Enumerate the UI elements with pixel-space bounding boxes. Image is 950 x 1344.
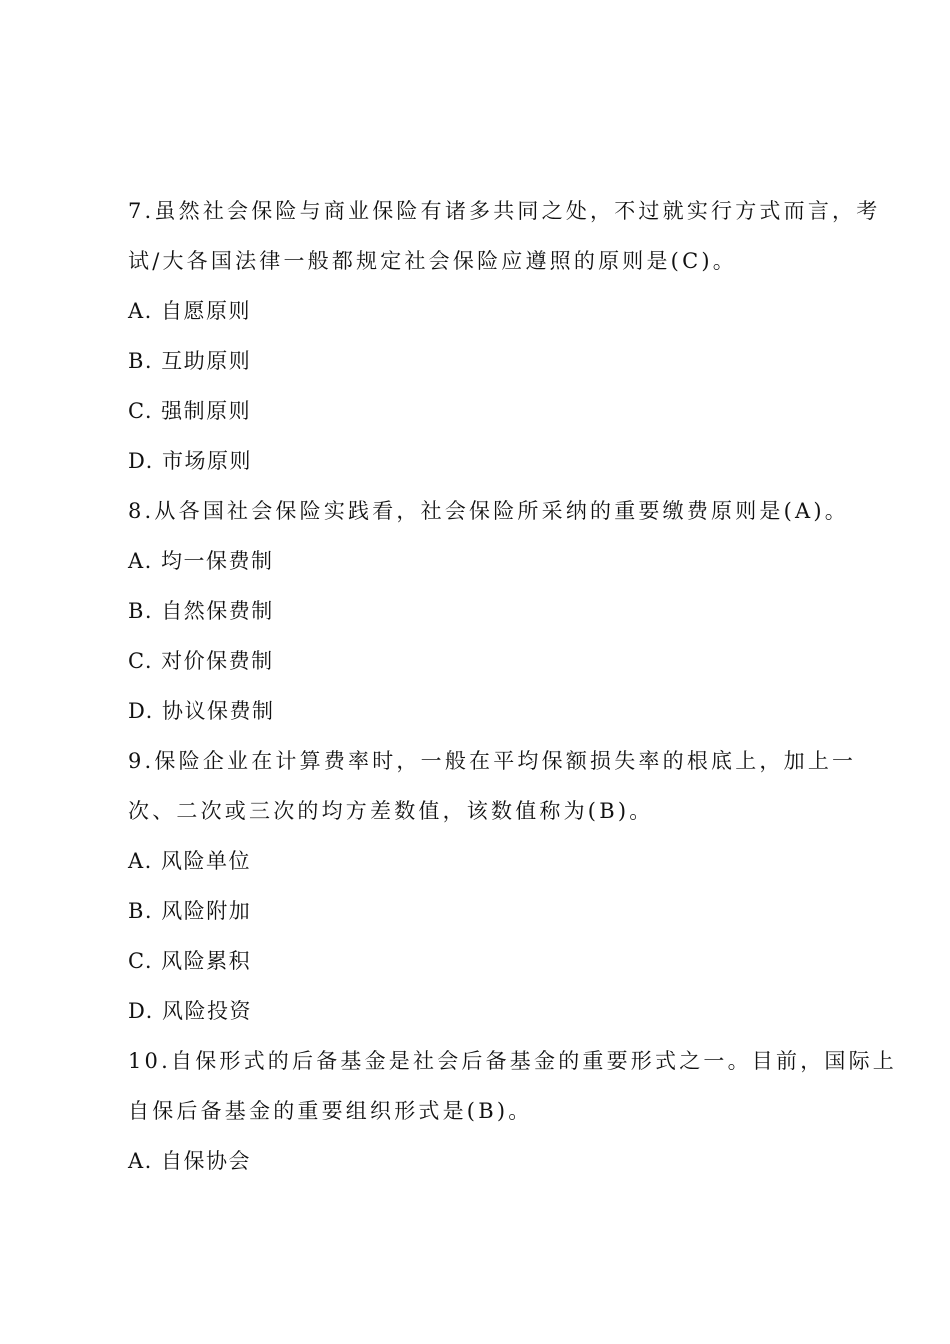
question-10-stem-line-1: 10.自保形式的后备基金是社会后备基金的重要形式之一。目前，国际上	[128, 1049, 897, 1073]
question-7-option-a: A. 自愿原则	[128, 299, 252, 323]
question-9-option-c: C. 风险累积	[128, 949, 252, 973]
question-9	[128, 736, 857, 1036]
question-8-stem-line-1: 8.从各国社会保险实践看，社会保险所采纳的重要缴费原则是(A)。	[128, 499, 849, 523]
question-9-stem-line-1: 9.保险企业在计算费率时，一般在平均保额损失率的根底上，加上一	[128, 749, 857, 773]
question-7-stem-line-1: 7.虽然社会保险与商业保险有诸多共同之处，不过就实行方式而言，考	[128, 199, 881, 223]
question-8	[128, 486, 849, 736]
question-9-option-a: A. 风险单位	[128, 849, 252, 873]
document-content	[128, 186, 897, 1186]
question-8-option-d: D. 协议保费制	[128, 699, 275, 723]
question-9-option-d: D. 风险投资	[128, 999, 252, 1023]
question-9-option-b: B. 风险附加	[128, 899, 252, 923]
question-10-option-a: A. 自保协会	[128, 1149, 252, 1173]
question-7	[128, 186, 881, 486]
question-8-option-b: B. 自然保费制	[128, 599, 274, 623]
question-10	[128, 1036, 897, 1186]
question-9-stem-line-2: 次、二次或三次的均方差数值，该数值称为(B)。	[128, 799, 654, 823]
question-7-option-b: B. 互助原则	[128, 349, 252, 373]
question-8-option-a: A. 均一保费制	[128, 549, 274, 573]
question-10-stem-line-2: 自保后备基金的重要组织形式是(B)。	[128, 1099, 533, 1123]
question-7-option-d: D. 市场原则	[128, 449, 252, 473]
question-7-stem-line-2: 试/大各国法律一般都规定社会保险应遵照的原则是(C)。	[128, 249, 737, 273]
question-7-option-c: C. 强制原则	[128, 399, 252, 423]
question-8-option-c: C. 对价保费制	[128, 649, 274, 673]
